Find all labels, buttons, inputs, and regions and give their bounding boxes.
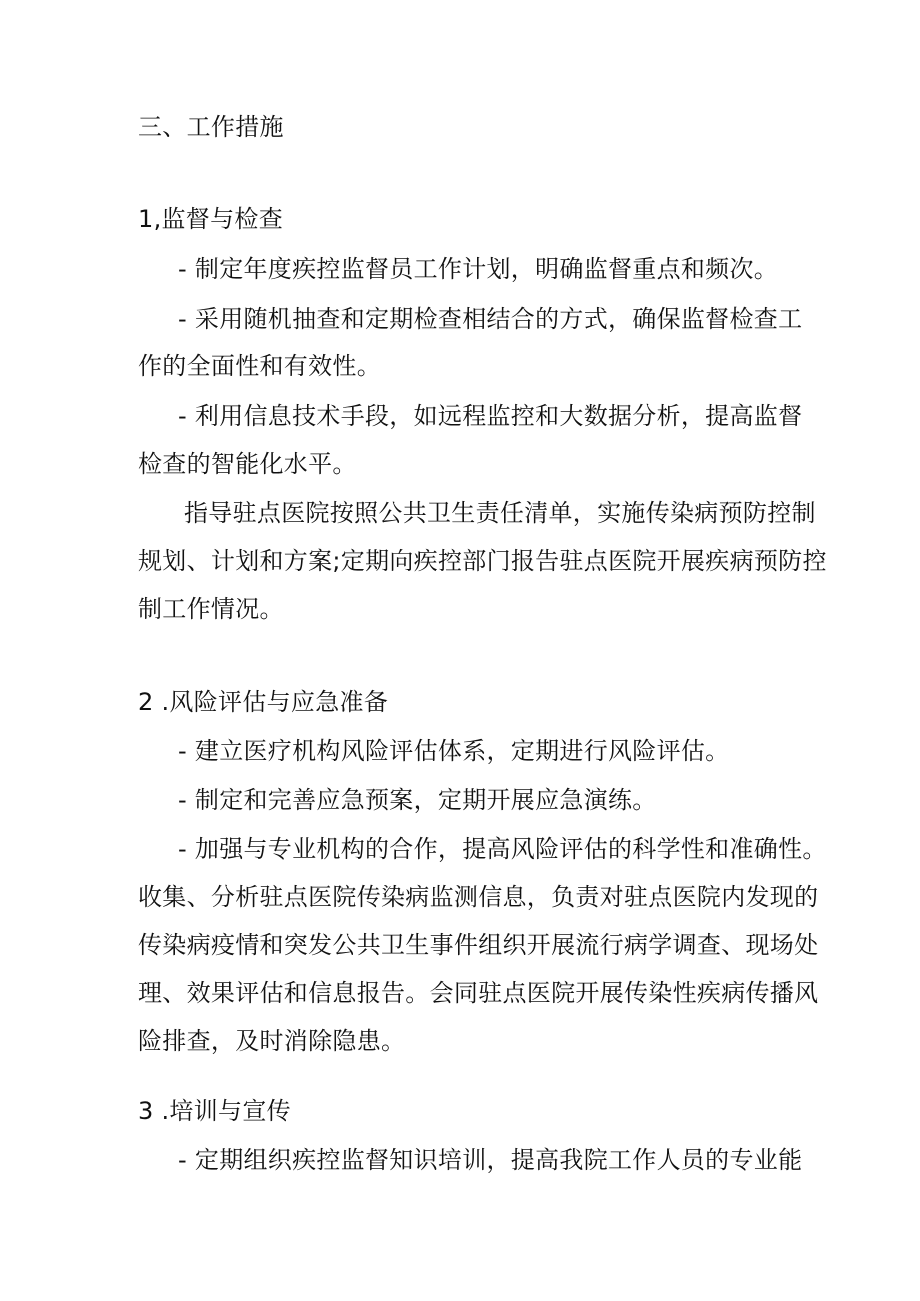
paragraph-line: 指导驻点医院按照公共卫生责任清单，实施传染病预防控制 xyxy=(184,499,816,527)
paragraph-line: 理、效果评估和信息报告。会同驻点医院开展传染性疾病传播风 xyxy=(138,979,819,1007)
subsection-heading-1: 1,监督与检查 xyxy=(138,205,283,233)
paragraph-line: 制工作情况。 xyxy=(138,595,284,623)
paragraph-line: 险排查，及时消除隐患。 xyxy=(138,1027,406,1055)
paragraph-line: - 建立医疗机构风险评估体系，定期进行风险评估。 xyxy=(178,737,730,765)
paragraph-line: 检查的智能化水平。 xyxy=(138,450,357,478)
paragraph-line: - 利用信息技术手段，如远程监控和大数据分析，提高监督 xyxy=(178,402,803,430)
paragraph-line: 作的全面性和有效性。 xyxy=(138,352,381,380)
paragraph-line: - 定期组织疾控监督知识培训，提高我院工作人员的专业能 xyxy=(178,1146,803,1174)
subsection-heading-3: 3 .培训与宣传 xyxy=(138,1097,291,1125)
paragraph-line: - 制定年度疾控监督员工作计划，明确监督重点和频次。 xyxy=(178,255,779,283)
paragraph-line: - 采用随机抽查和定期检查相结合的方式，确保监督检查工 xyxy=(178,305,803,333)
paragraph-line: - 制定和完善应急预案，定期开展应急演练。 xyxy=(178,786,657,814)
paragraph-line: 传染病疫情和突发公共卫生事件组织开展流行病学调查、现场处 xyxy=(138,931,819,959)
paragraph-line: 收集、分析驻点医院传染病监测信息，负责对驻点医院内发现的 xyxy=(138,883,819,911)
paragraph-line: 规划、计划和方案;定期向疾控部门报告驻点医院开展疾病预防控 xyxy=(138,547,827,575)
paragraph-line: - 加强与专业机构的合作，提高风险评估的科学性和准确性。 xyxy=(178,835,827,863)
subsection-heading-2: 2 .风险评估与应急准备 xyxy=(138,688,389,716)
section-title: 三、工作措施 xyxy=(138,113,284,141)
